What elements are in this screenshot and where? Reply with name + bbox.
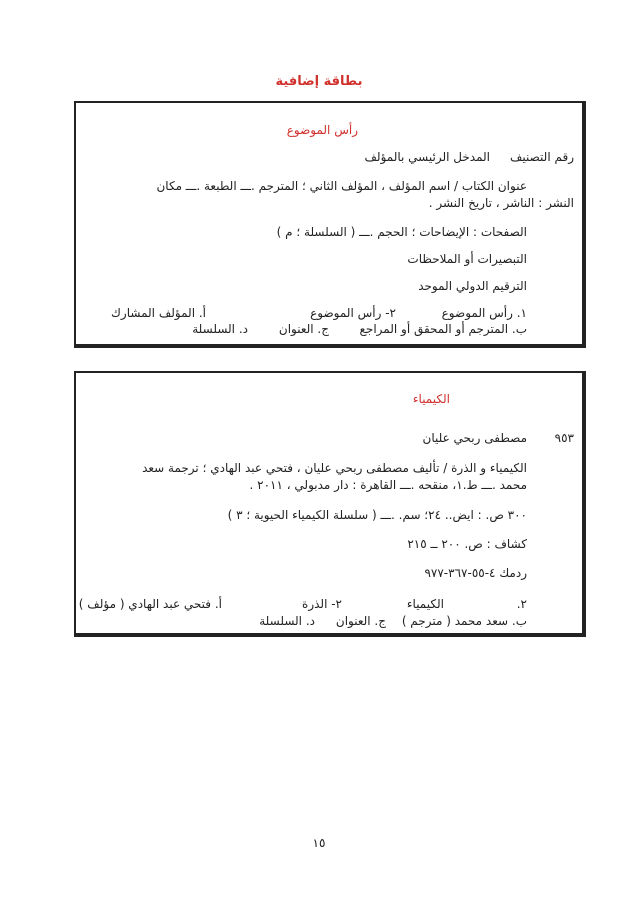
title-statement-line: عنوان الكتاب / اسم المؤلف ، المؤلف الثاني ؛ المترجم .ـــ الطبعة .ـــ مكان <box>156 179 527 193</box>
index-note-line: كشاف : ص. ٢٠٠ ــ ٢١٥ <box>407 537 527 551</box>
isbn-line: الترقيم الدولي الموحد <box>418 279 527 293</box>
tracing-subject-1: الكيمياء <box>406 597 444 611</box>
page-title: بطاقة إضافية <box>275 74 363 89</box>
tracing-series: د. السلسلة <box>192 322 248 336</box>
tracing-subject-2: ٢- رأس الموضوع <box>310 306 396 320</box>
tracing-subject-1: ١. رأس الموضوع <box>441 306 527 320</box>
template-catalog-card <box>74 101 586 348</box>
classification-label: رقم التصنيف <box>509 150 574 164</box>
isbn-line: ردمك ٤-٥٥-٣٦٧-٩٧٧ <box>424 566 527 580</box>
main-entry: مصطفى ربحي عليان <box>422 431 527 445</box>
class-number: ٩٥٣ <box>554 431 574 445</box>
subject-heading: رأس الموضوع <box>286 123 358 137</box>
example-catalog-card <box>74 371 586 637</box>
physical-description-line: ٣٠٠ ص. : ايض.. ٢٤؛ سم. .ـــ ( سلسلة الكيمياء الحيوية ؛ ٣ ) <box>227 508 527 522</box>
publication-line: محمد .ـــ ط.١، منقحه .ـــ القاهرة : دار مدبولي ، ٢٠١١ . <box>249 478 527 492</box>
tracing-translator: ب. المترجم أو المحقق أو المراجع <box>359 322 527 336</box>
tracing-number: ٢. <box>516 597 527 611</box>
publication-line: النشر : الناشر ، تاريخ النشر . <box>428 196 574 210</box>
notes-line: التبصيرات أو الملاحظات <box>407 252 527 266</box>
title-statement-line: الكيمياء و الذرة / تأليف مصطفى ربحي عليان ، فتحي عبد الهادي ؛ ترجمة سعد <box>142 461 527 475</box>
physical-description-line: الصفحات : الإيضاحات ؛ الحجم .ـــ ( السلسلة ؛ م ) <box>276 225 527 239</box>
tracing-title: ج. العنوان <box>278 322 329 336</box>
tracing-coauthor: أ. فتحي عبد الهادي ( مؤلف ) <box>78 597 222 611</box>
main-entry-label: المدخل الرئيسي بالمؤلف <box>364 150 490 164</box>
tracing-title: ج. العنوان <box>335 614 386 628</box>
tracing-series: د. السلسلة <box>259 614 315 628</box>
tracing-subject-2: ٢- الذرة <box>302 597 342 611</box>
subject-heading: الكيمياء <box>412 392 450 406</box>
tracing-translator: ب. سعد محمد ( مترجم ) <box>401 614 527 628</box>
page-number: ١٥ <box>312 836 326 850</box>
tracing-coauthor: أ. المؤلف المشارك <box>111 306 206 320</box>
